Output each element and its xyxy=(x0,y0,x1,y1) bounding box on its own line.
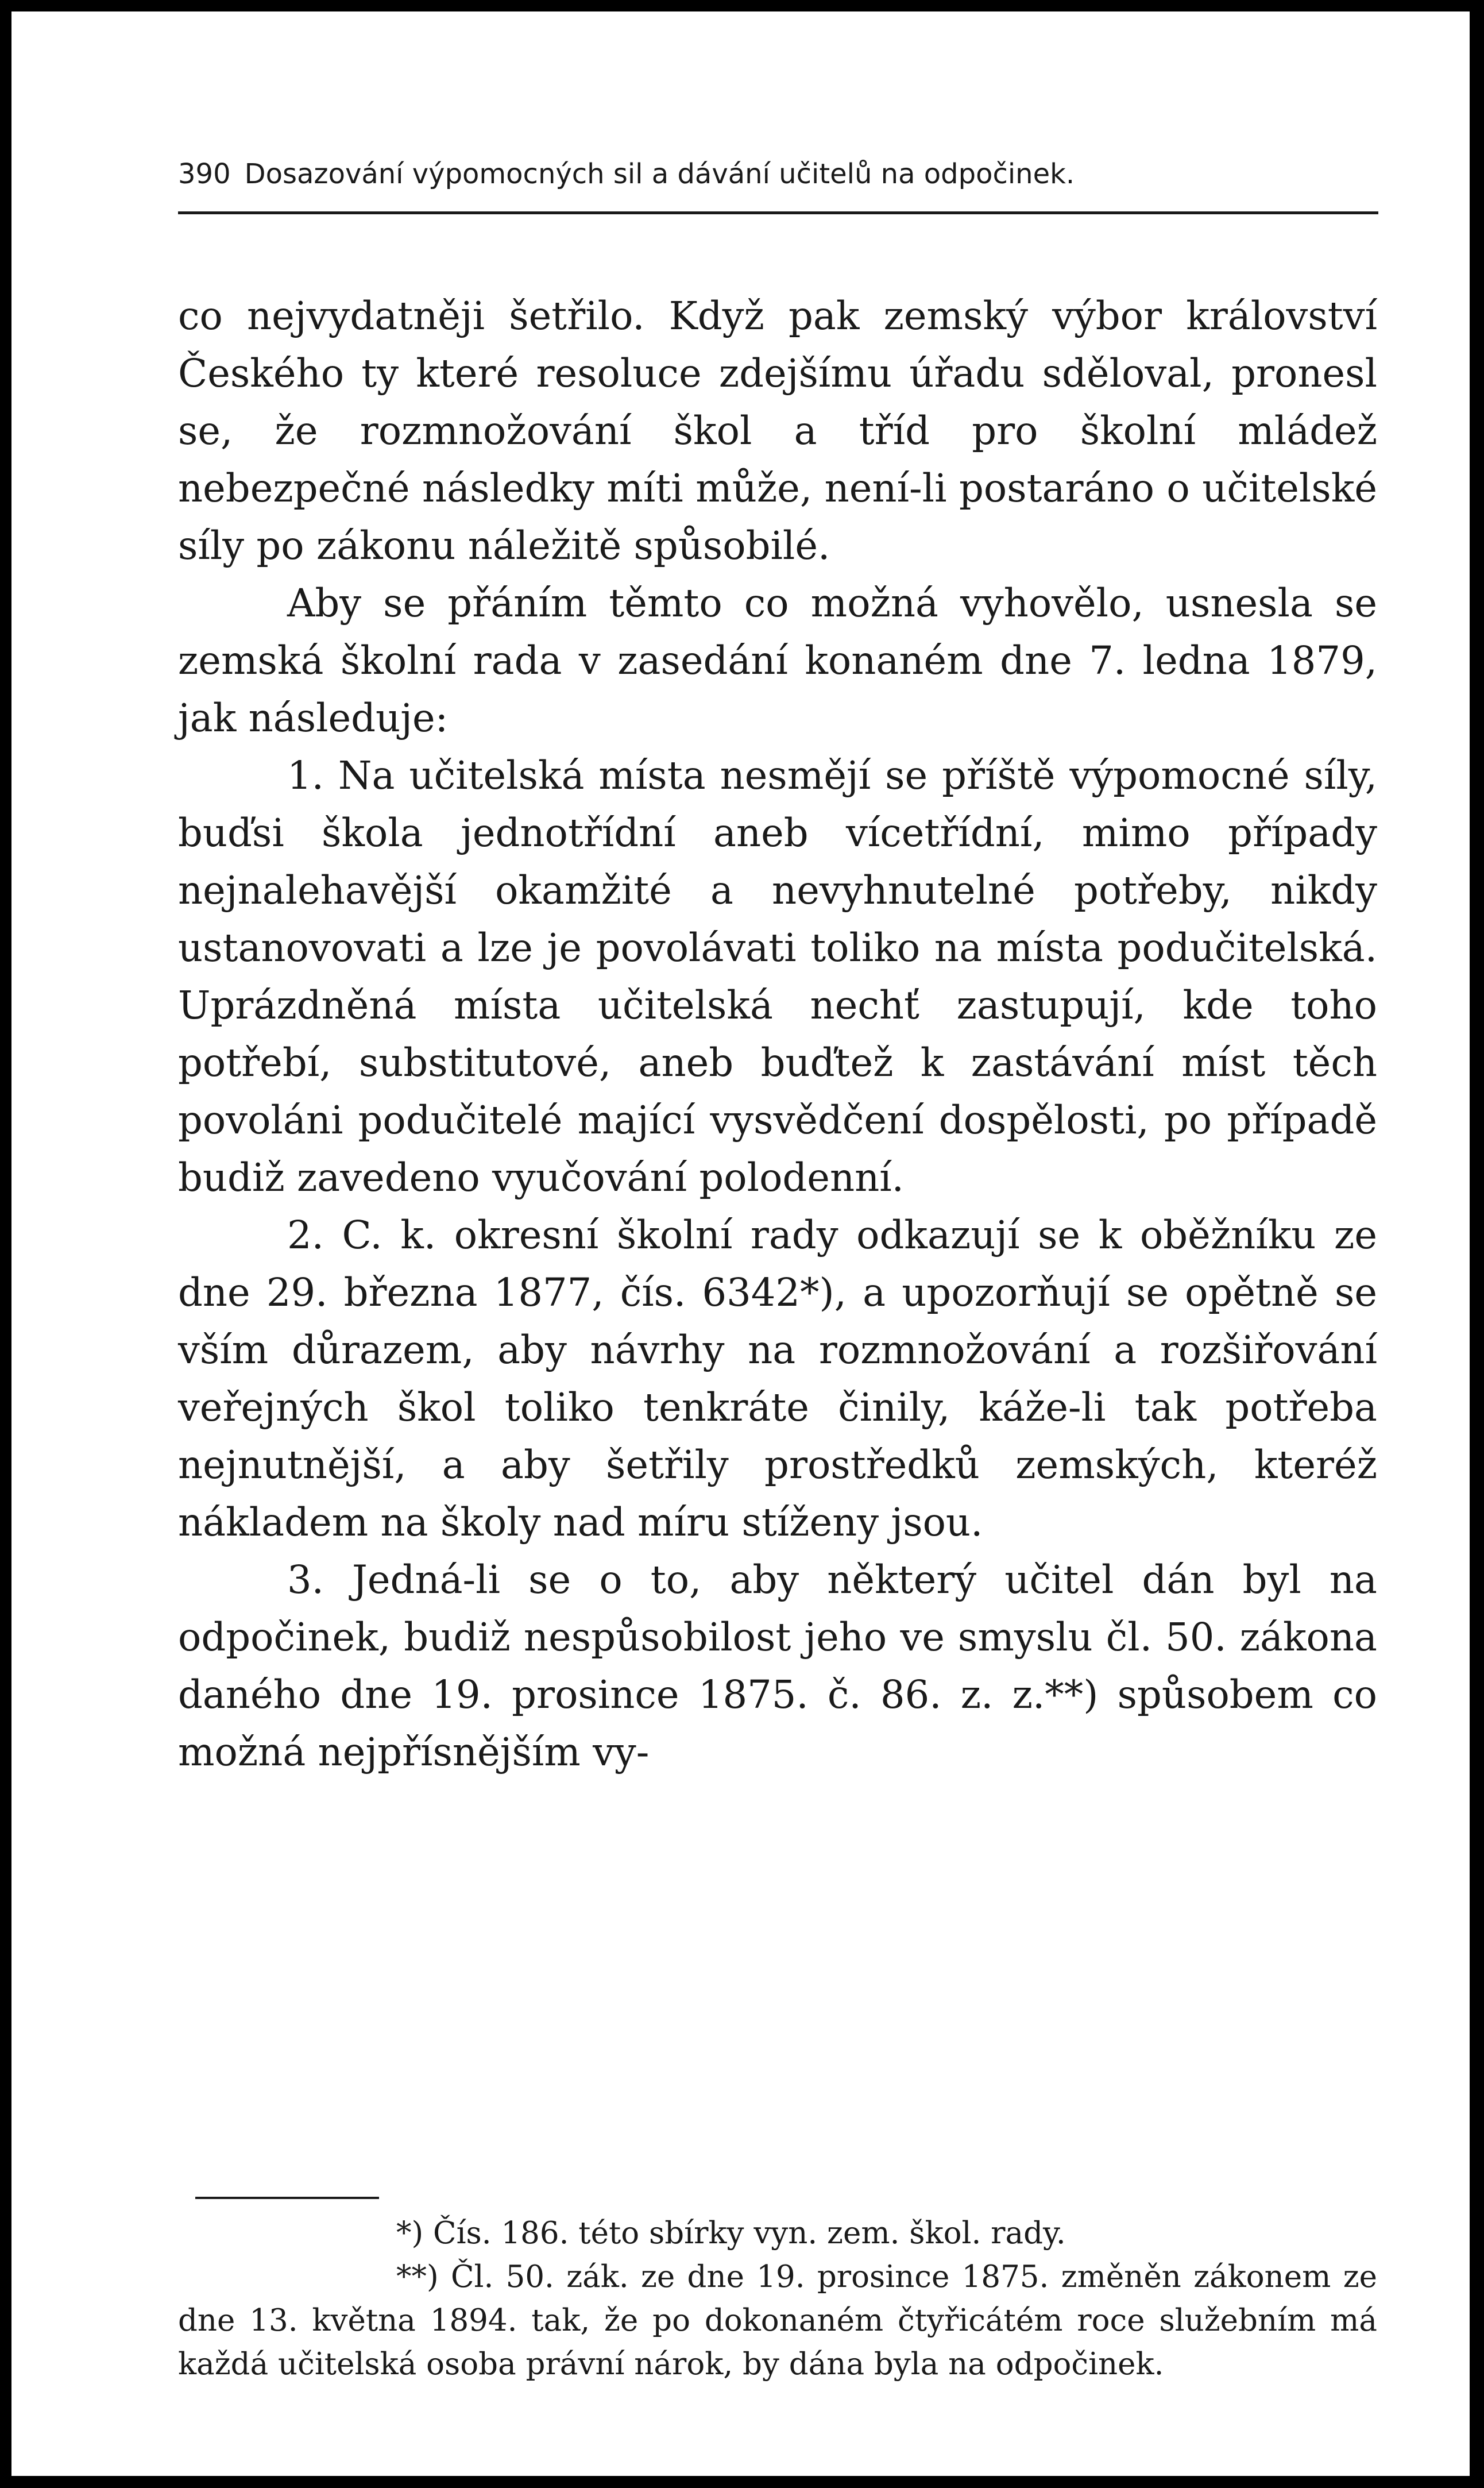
footnote-text: Čl. 50. zák. ze dne 19. prosince 1875. změněn zákonem ze dne 13. května 1894. tak, že po dokonaném čtyřicátém roce služebním má každá učitelská osoba právní nárok, by dána byla na odpočinek. xyxy=(178,2259,1377,2382)
footnotes xyxy=(178,2212,1377,2386)
paragraph-item-3: 3. Jedná-li se o to, aby některý učitel dán byl na odpočinek, budiž nespůsobilost jeho ve smyslu čl. 50. zákona daného dne 19. prosince 1875. č. 86. z. z.**) spůsobem co možná nejpřísnějším vy- xyxy=(178,1557,1377,1775)
footnote-rule xyxy=(195,2197,379,2199)
footnote-text: Čís. 186. této sbírky vyn. zem. škol. rady. xyxy=(433,2216,1066,2251)
paragraph-item-1: 1. Na učitelská místa nesmějí se příště výpomocné síly, buďsi škola jednotřídní aneb vícetřídní, mimo případy nejnalehavější okamžité a nevyhnutelné potřeby, nikdy ustanovovati a lze je povolávati toliko na místa podučitelská. Uprázdněná místa učitelská nechť zastupují, kde toho potřebí, substitutové, aneb buďtež k zastávání míst těch povoláni podučitelé mající vysvědčení dospělosti, po případě budiž zavedeno vyučování polodenní. xyxy=(178,753,1377,1200)
page-header xyxy=(178,157,1393,191)
footnote-mark: **) xyxy=(396,2259,439,2294)
header-rule xyxy=(178,211,1378,214)
paragraph-item-2: 2. C. k. okresní školní rady odkazují se k oběžníku ze dne 29. března 1877, čís. 6342*), a upozorňují se opětně se vším důrazem, aby návrhy na rozmnožování a rozšiřování veřejných škol toliko tenkráte činily, káže-li tak potřeba nejnutnější, a aby šetřily prostředků zemských, kteréž nákladem na školy nad míru stíženy jsou. xyxy=(178,1213,1377,1545)
paragraph-continuation: co nejvydatněji šetřilo. Když pak zemský výbor království Českého ty které resoluce zdejšímu úřadu sděloval, pronesl se, že rozmnožování škol a tříd pro školní mládež nebezpečné následky míti může, není-li postaráno o učitelské síly po zákonu náležitě spůsobilé. xyxy=(178,294,1377,568)
running-title: Dosazování výpomocných sil a dávání učitelů na odpočinek. xyxy=(244,158,1075,190)
book-page xyxy=(11,11,1470,2476)
body-text xyxy=(178,287,1377,1781)
paragraph-resolution-intro: Aby se přáním těmto co možná vyhovělo, usnesla se zemská školní rada v zasedání konaném dne 7. ledna 1879, jak následuje: xyxy=(178,581,1377,740)
page-number: 390 xyxy=(178,158,231,190)
footnote-1 xyxy=(178,2212,1377,2255)
footnote-2 xyxy=(178,2255,1377,2386)
footnote-mark: *) xyxy=(396,2216,424,2251)
